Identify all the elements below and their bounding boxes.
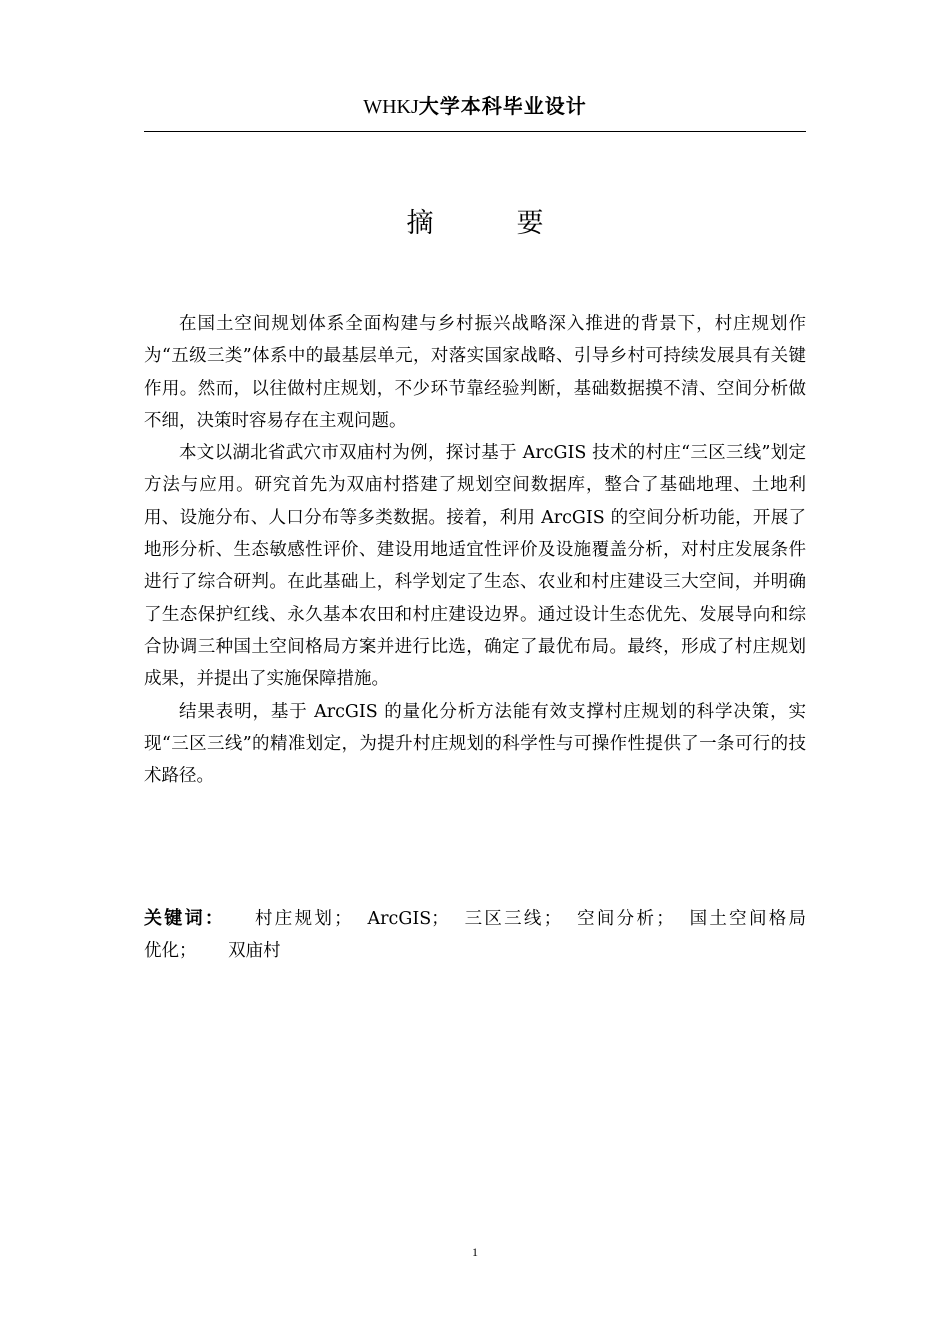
abstract-paragraph-1: 在国土空间规划体系全面构建与乡村振兴战略深入推进的背景下，村庄规划作为“五级三类”体系中的最基层单元，对落实国家战略、引导乡村可持续发展具有关键作用。然而，以往做村庄规划，不少环节靠经验判断，基础数据摸不清、空间分析做不细，决策时容易存在主观问题。 [144, 314, 806, 431]
abstract-paragraph-2: 本文以湖北省武穴市双庙村为例，探讨基于 ArcGIS 技术的村庄“三区三线”划定方法与应用。研究首先为双庙村搭建了规划空间数据库，整合了基础地理、土地利用、设施分布、人口分布等多类数据。接着，利用 ArcGIS 的空间分析功能，开展了地形分析、生态敏感性评价、建设用地适宜性评价及设施覆盖分析，对村庄发展条件进行了综合研判。在此基础上，科学划定了生态、农业和村庄建设三大空间，并明确了生态保护红线、永久基本农田和村庄建设边界。通过设计生态优先、发展导向和综合协调三种国土空间格局方案并进行比选，确定了最优布局。最终，形成了村庄规划成果，并提出了实施保障措施。 [144, 443, 806, 690]
keyword-item: 三区三线； [464, 909, 562, 929]
keywords-label: 关键词： [144, 908, 226, 929]
abstract-body [144, 308, 806, 792]
keyword-item: 双庙村 [228, 941, 281, 961]
keyword-item: 村庄规划； [255, 909, 352, 929]
header-school-code: WHKJ [363, 96, 419, 118]
header-thesis-type: 大学本科毕业设计 [418, 94, 587, 118]
keywords-line-2 [144, 935, 806, 967]
keyword-item: ArcGIS； [367, 909, 449, 929]
abstract-paragraph-3: 结果表明，基于 ArcGIS 的量化分析方法能有效支撑村庄规划的科学决策，实现“三区三线”的精准划定，为提升村庄规划的科学性与可操作性提供了一条可行的技术路径。 [144, 701, 806, 787]
keyword-item: 空间分析； [577, 909, 674, 929]
keyword-item: 优化； [144, 941, 197, 961]
header-divider [144, 131, 806, 132]
abstract-title: 摘 要 [406, 208, 572, 239]
keyword-item: 国土空间格局 [689, 909, 807, 929]
page-number: 1 [472, 1245, 478, 1259]
running-header [144, 92, 806, 121]
keywords-line-1 [144, 903, 806, 935]
